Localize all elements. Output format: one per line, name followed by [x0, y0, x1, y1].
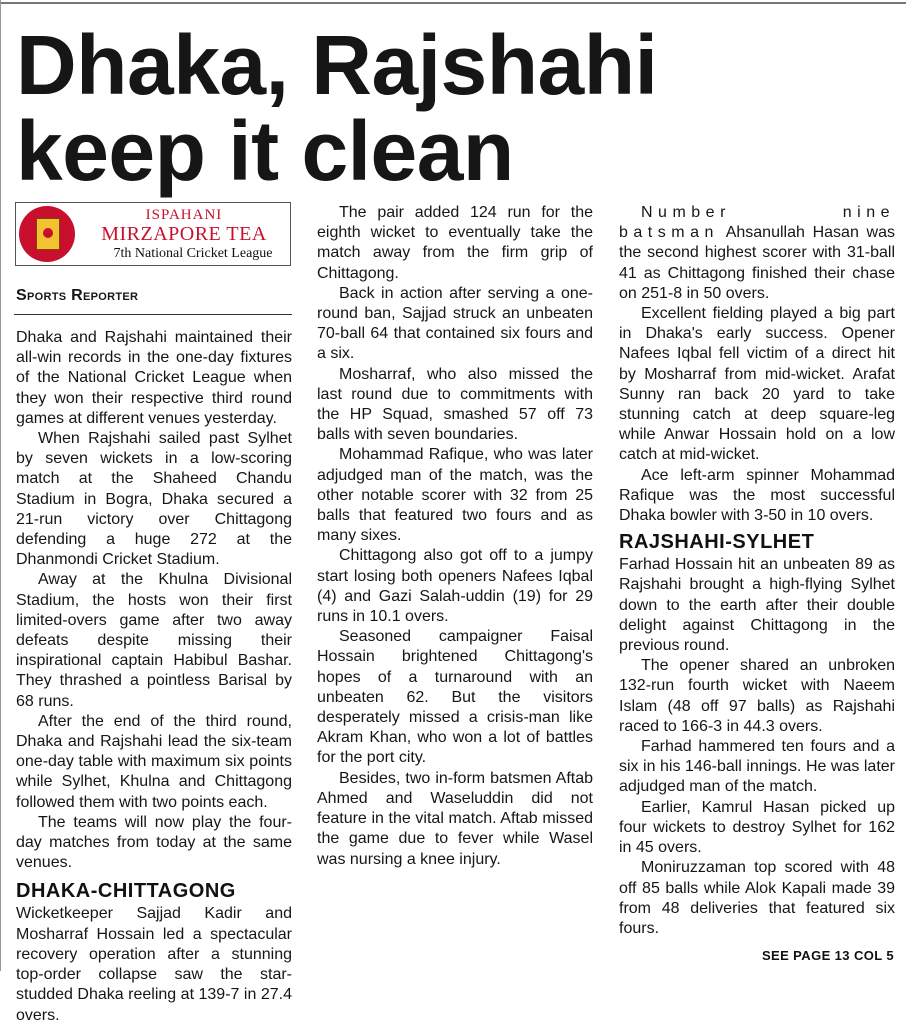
sponsor-name: ISPAHANI	[145, 207, 223, 223]
subheading-dhaka-chittagong: DHAKA-CHITTAGONG	[16, 880, 236, 903]
left-rule	[0, 0, 1, 971]
paragraph: The teams will now play the four-day matches from today at the same venues.	[16, 813, 292, 872]
paragraph: Wicketkeeper Sajjad Kadir and Mosharraf Hossain led a spectacular recovery operation after a stunning top-order collapse saw the star-studded Dhaka reeling at 139-7 in 27.4 overs.	[16, 905, 292, 1024]
sponsor-logo	[15, 202, 291, 266]
byline: Sports Reporter	[16, 287, 139, 304]
paragraph: Away at the Khulna Divisional Stadium, the hosts won their first limited-overs game after two away defeats despite missing their inspirational captain Habibul Bashar. They thrashed a pointless Barisal by 68 runs.	[16, 571, 292, 710]
headline-line-1: Dhaka, Rajshahi	[16, 18, 658, 112]
headline	[16, 18, 896, 198]
paragraph: Moniruzzaman top scored with 48 off 85 balls while Alok Kapali made 39 from 48 deliveries that featured six fours.	[619, 859, 895, 937]
subheading-rajshahi-sylhet: RAJSHAHI-SYLHET	[619, 531, 815, 554]
paragraph: Dhaka and Rajshahi maintained their all-win records in the one-day fixtures of the National Cricket League when they won their respective third round games at different venues yesterday.	[16, 329, 292, 427]
paragraph: When Rajshahi sailed past Sylhet by seven wickets in a low-scoring match at the Shaheed Chandu Stadium in Bogra, Dhaka secured a 21-run victory over Chittagong defending a huge 272 at the Dhanmondi Cricket Stadium.	[16, 430, 292, 569]
paragraph	[619, 203, 895, 304]
paragraph: The opener shared an unbroken 132-run fourth wicket with Naeem Islam (48 off 97 balls) as Rajshahi raced to 166-3 in 44.3 overs.	[619, 657, 895, 735]
paragraph-body: Ahsanullah Hasan was the second highest scorer with 31-ball 41 as Chittagong finished their chase on 251-8 in 50 overs.	[619, 224, 895, 302]
tea-pack-icon	[19, 206, 75, 262]
continuation-note: SEE PAGE 13 COL 5	[761, 948, 894, 963]
article-column-1	[16, 328, 292, 1026]
byline-divider	[14, 314, 292, 315]
paragraph: Earlier, Kamrul Hasan picked up four wickets to destroy Sylhet for 162 in 45 overs.	[619, 798, 895, 857]
tournament-name: 7th National Cricket League	[113, 246, 273, 261]
paragraph: Mohammad Rafique, who was later adjudged man of the match, was the other notable scorer with 32 from 25 balls that featured two fours and as many sixes.	[317, 446, 593, 545]
paragraph-lead: Number nine batsman	[619, 204, 895, 242]
article-column-3	[619, 203, 895, 939]
paragraph: Farhad hammered ten fours and a six in his 146-ball innings. He was later adjudged man of the match.	[619, 738, 895, 796]
paragraph: Ace left-arm spinner Mohammad Rafique was the most successful Dhaka bowler with 3-50 in 10 overs.	[619, 466, 895, 525]
paragraph: Chittagong also got off to a jumpy start losing both openers Nafees Iqbal (4) and Gazi Salah-uddin (19) for 29 runs in 10.1 overs.	[317, 547, 593, 626]
paragraph: Besides, two in-form batsmen Aftab Ahmed and Waseluddin did not feature in the vital match. Aftab missed the game due to fever while Wasel was nursing a knee injury.	[317, 769, 593, 868]
paragraph: Excellent fielding played a big part in Dhaka's early success. Opener Nafees Iqbal fell victim of a direct hit by Mosharraf from mid-wicket. Arafat Sunny ran back 20 yard to take stunning catch at deep square-leg while Anwar Hossain hold on a low catch at mid-wicket.	[619, 305, 895, 464]
paragraph: Mosharraf, who also missed the last round due to commitments with the HP Squad, smashed 57 off 73 balls with seven boundaries.	[317, 365, 593, 444]
paragraph: Back in action after serving a one-round ban, Sajjad struck an unbeaten 70-ball 64 that contained six fours and a six.	[317, 284, 593, 363]
sponsor-brand: MIRZAPORE TEA	[101, 223, 267, 245]
article-column-2	[317, 203, 593, 870]
headline-line-2: keep it clean	[16, 104, 514, 198]
paragraph: Farhad Hossain hit an unbeaten 89 as Rajshahi brought a high-flying Sylhet down to the earth after their double delight against Chittagong in the previous round.	[619, 556, 895, 655]
paragraph: After the end of the third round, Dhaka and Rajshahi lead the six-team one-day table with maximum six points while Sylhet, Khulna and Chittagong followed them with two points each.	[16, 712, 292, 811]
top-rule	[0, 2, 906, 4]
paragraph: The pair added 124 run for the eighth wicket to eventually take the match away from the firm grip of Chittagong.	[317, 204, 593, 282]
paragraph: Seasoned campaigner Faisal Hossain brightened Chittagong's hopes of a turnaround with an unbeaten 62. But the visitors desperately missed a crisis-man like Akram Khan, who won a lot of battles for the port city.	[317, 628, 593, 767]
